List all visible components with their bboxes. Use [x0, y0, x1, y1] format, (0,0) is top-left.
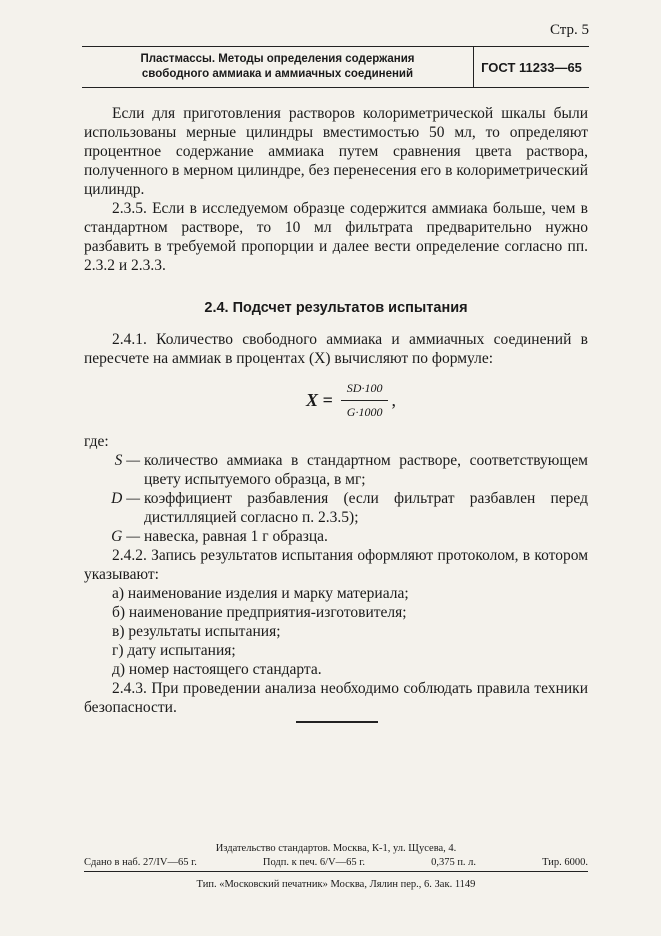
paragraph-2-4-1: 2.4.1. Количество свободного аммиака и аммиачных соединений в пересчете на аммиак в процентах (X) вычисляют по формуле: — [84, 331, 588, 367]
definition-symbol: G — — [111, 528, 140, 545]
definition-item — [84, 451, 588, 489]
definition-item — [84, 489, 588, 527]
page-number: Стр. 5 — [549, 22, 589, 38]
formula-lhs: X = — [306, 389, 333, 410]
publisher-line: Издательство стандартов. Москва, К-1, ул. Щусева, 4. — [215, 843, 457, 854]
definition-symbol: D — — [111, 490, 140, 507]
paragraph-2-4-2: 2.4.2. Запись результатов испытания оформляют протоколом, в котором указывают: — [84, 547, 588, 583]
print-sheets: 0,375 п. л. — [431, 857, 477, 868]
print-run: Тир. 6000. — [542, 857, 588, 868]
printer-line: Тип. «Московский печатник» Москва, Лялин пер., 6. Зак. 1149 — [196, 879, 476, 890]
header-title-line-2: свободного аммиака и аммиачных соединений — [141, 68, 414, 80]
formula — [114, 378, 588, 422]
list-item: б) наименование предприятия-изготовителя; — [112, 604, 407, 621]
definition-text: навеска, равная 1 г образца. — [144, 528, 328, 545]
formula-fraction — [341, 379, 389, 422]
paragraph-intro: Если для приготовления растворов колориметрической шкалы были использованы мерные цилиндры вместимостью 50 мл, то определяют процентное содержание аммиака путем сравнения цвета раствора, полученного в мерном цилиндре, без перенесения его в колориметрический цилиндр. — [84, 105, 588, 198]
header-title — [82, 47, 474, 87]
print-details-line — [84, 856, 588, 872]
formula-comma: , — [391, 389, 396, 410]
paragraph-2-4-3: 2.4.3. При проведении анализа необходимо соблюдать правила техники безопасности. — [84, 680, 588, 716]
list-item: в) результаты испытания; — [112, 623, 281, 640]
list-item: а) наименование изделия и марку материала; — [112, 585, 409, 602]
document-header — [82, 46, 589, 88]
document-body — [84, 104, 588, 717]
submitted-date: Сдано в наб. 27/IV—65 г. — [84, 857, 197, 868]
end-rule — [296, 721, 378, 723]
imprint-footer — [84, 842, 588, 892]
header-title-line-1: Пластмассы. Методы определения содержания — [140, 53, 415, 65]
definition-symbol: S — — [114, 452, 140, 469]
list-item: г) дату испытания; — [112, 642, 236, 659]
definition-text: количество аммиака в стандартном растворе, соответствующем цвету испытуемого образца, в мг; — [144, 452, 588, 488]
formula-numerator: SD·100 — [341, 379, 389, 401]
paragraph-2-3-5: 2.3.5. Если в исследуемом образце содержится аммиака больше, чем в стандартном растворе, то 10 мл фильтрата предварительно нужно разбавить в требуемой пропорции и далее вести определение согласно пп. 2.3.2 и 2.3.3. — [84, 200, 588, 274]
standard-code: ГОСТ 11233—65 — [481, 59, 582, 75]
where-label: где: — [84, 433, 109, 450]
definition-text: коэффициент разбавления (если фильтрат разбавлен перед дистилляцией согласно п. 2.3.5); — [144, 490, 588, 526]
section-title: 2.4. Подсчет результатов испытания — [204, 300, 468, 316]
list-item: д) номер настоящего стандарта. — [112, 661, 322, 678]
signed-date: Подп. к печ. 6/V—65 г. — [262, 857, 366, 868]
formula-denominator: G·1000 — [346, 404, 383, 419]
definition-item — [84, 527, 588, 546]
